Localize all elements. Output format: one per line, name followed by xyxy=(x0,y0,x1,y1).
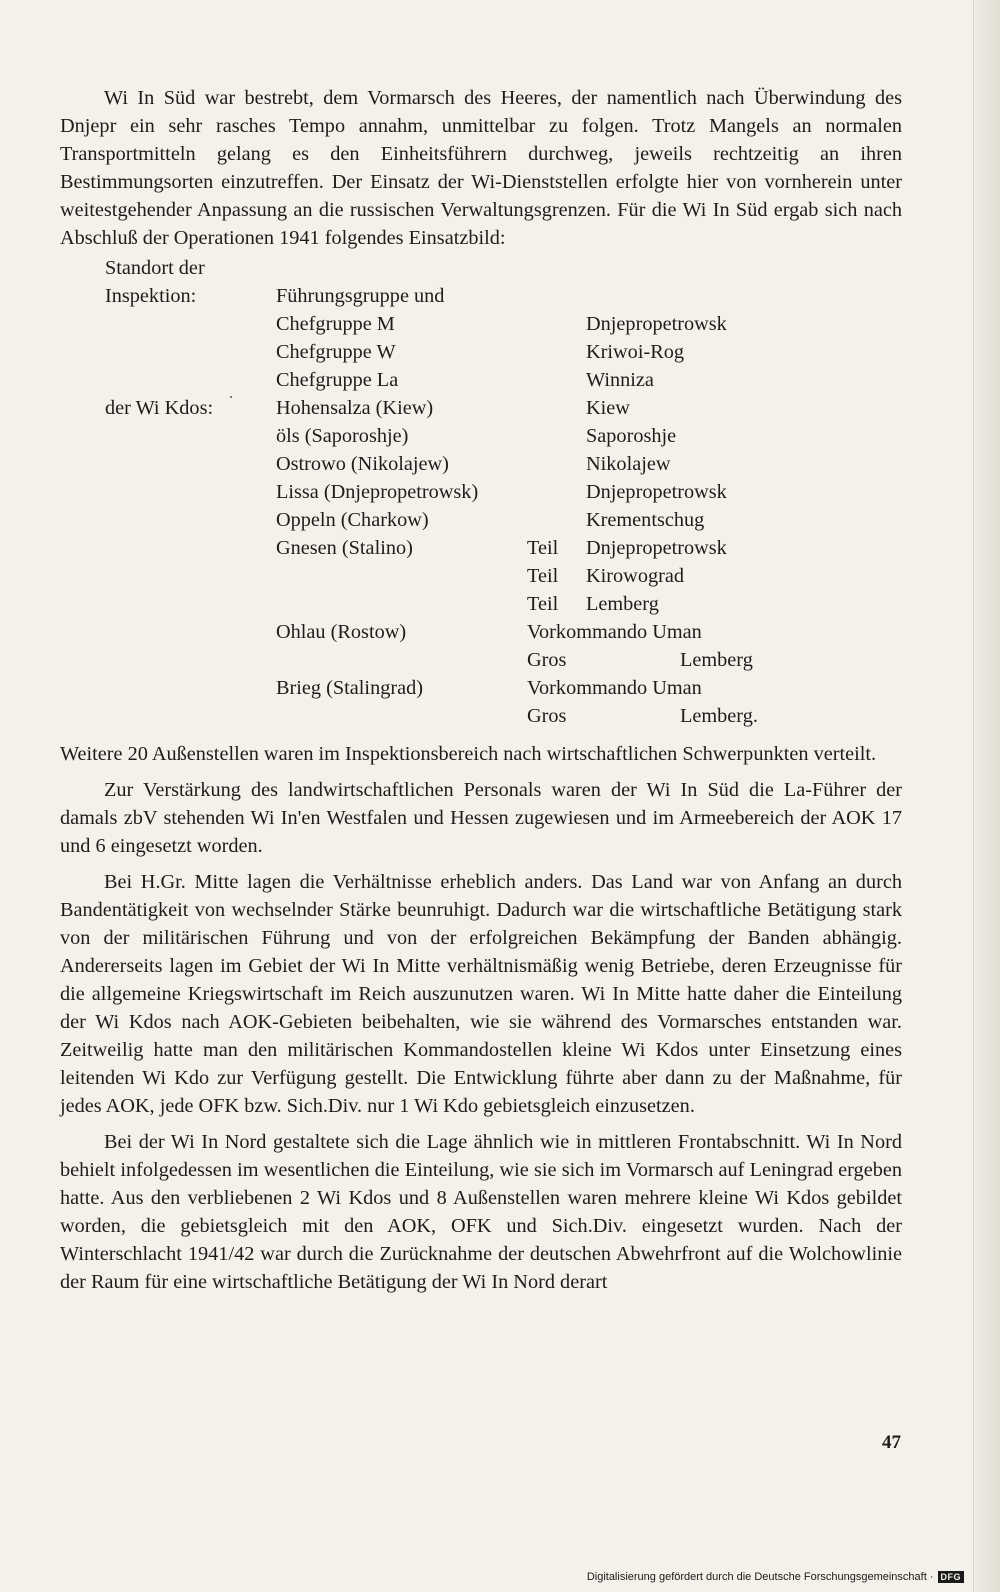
chefgruppe-place: Kriwoi-Rog xyxy=(586,341,685,363)
einsatzbild-table xyxy=(60,254,902,738)
gnesen-name: Gnesen (Stalino) xyxy=(276,537,413,559)
body-text xyxy=(60,84,902,1296)
kdo-name: Hohensalza (Kiew) xyxy=(276,397,434,419)
page-edge-shadow xyxy=(973,0,1000,1592)
gnesen-part: Teil xyxy=(527,537,559,559)
dfg-logo-icon: DFG xyxy=(938,1571,965,1583)
paragraph-3: Zur Verstärkung des landwirtschaftlichen Personals waren der Wi In Süd die La-Führer der damals zbV stehenden Wi In'en Westfalen und Hessen zugewiesen und im Armeebereich der AOK 17 und 6 eingesetzt worden. xyxy=(60,779,902,857)
ohlau-name: Ohlau (Rostow) xyxy=(276,621,407,643)
gnesen-place: Kirowograd xyxy=(586,565,684,587)
chefgruppe-place: Winniza xyxy=(586,369,654,391)
kdo-place: Krementschug xyxy=(586,509,705,531)
ohlau-gros-place: Lemberg xyxy=(680,649,753,671)
paragraph-1: Wi In Süd war bestrebt, dem Vormarsch des Heeres, der namentlich nach Überwindung des Dnjepr ein sehr rasches Tempo annahm, unmittelbar zu folgen. Trotz Mangels an normalen Transportmitteln gelang es den Einheitsführern durchweg, jeweils rechtzeitig an ihren Bestimmungsorten einzutreffen. Der Einsatz der Wi-Dienststellen erfolgte hier von vornherein unter weitestgehender Anpassung an die russischen Verwaltungsgrenzen. Für die Wi In Süd ergab sich nach Abschluß der Operationen 1941 folgendes Einsatzbild: xyxy=(60,87,902,249)
chefgruppe-name: Chefgruppe La xyxy=(276,369,399,391)
kdo-place: Saporoshje xyxy=(586,425,677,447)
brieg-gros-place: Lemberg. xyxy=(680,705,758,727)
kdo-place: Nikolajew xyxy=(586,453,671,475)
paragraph-4: Bei H.Gr. Mitte lagen die Verhältnisse erheblich anders. Das Land war von Anfang an durch Bandentätigkeit von wechselnder Stärke beunruhigt. Dadurch war die wirtschaftliche Betätigung stark von der militärischen Führung und von der erfolgreichen Bekämpfung der Banden abhängig. Andererseits lagen im Gebiet der Wi In Mitte verhältnismäßig wenig Betriebe, deren Erzeugnisse für die allgemeine Kriegswirtschaft im Reich auszunutzen waren. Wi In Mitte hatte daher die Einteilung der Wi Kdos nach AOK-Gebieten beibehalten, wie sie während des Vormarsches entstanden war. Zeitweilig hatte man den militärischen Kommandostellen kleine Wi Kdos unter Einsetzung eines leitenden Wi Kdo zur Verfügung gestellt. Die Entwicklung führte aber dann zu der Maßnahme, für jedes AOK, jede OFK bzw. Sich.Div. nur 1 Wi Kdo gebietsgleich einzusetzen. xyxy=(60,871,902,1117)
label-standort: Standort der xyxy=(105,257,205,279)
dfg-footer xyxy=(587,1571,964,1583)
kdo-name: Ostrowo (Nikolajew) xyxy=(276,453,449,475)
page-number: 47 xyxy=(882,1432,901,1453)
brieg-vorkommando: Vorkommando Uman xyxy=(527,677,702,699)
paragraph-5: Bei der Wi In Nord gestaltete sich die Lage ähnlich wie in mittleren Frontabschnitt. Wi In Nord behielt infolgedessen im wesentlichen die Einteilung, wie sie sich im Vormarsch auf Leningrad ergeben hatte. Aus den verbliebenen 2 Wi Kdos und 8 Außenstellen waren mehrere kleine Wi Kdos gebildet worden, die gebietsgleich mit den AOK, OFK und Sich.Div. eingesetzt wurden. Nach der Winterschlacht 1941/42 war durch die Zurücknahme der deutschen Abwehrfront auf die Wolchowlinie der Raum für eine wirtschaftliche Betätigung der Wi In Nord derart xyxy=(60,1131,902,1293)
kdo-place: Dnjepropetrowsk xyxy=(586,481,727,503)
brieg-name: Brieg (Stalingrad) xyxy=(276,677,423,699)
label-inspektion: Inspektion: xyxy=(105,285,197,307)
gnesen-part: Teil xyxy=(527,565,559,587)
chefgruppe-place: Dnjepropetrowsk xyxy=(586,313,727,335)
gnesen-place: Lemberg xyxy=(586,593,659,615)
footer-text: Digitalisierung gefördert durch die Deutsche Forschungsgemeinschaft · xyxy=(586,1571,934,1583)
ohlau-vorkommando: Vorkommando Uman xyxy=(527,621,702,643)
kdo-name: Lissa (Dnjepropetrowsk) xyxy=(276,481,479,503)
ohlau-gros: Gros xyxy=(527,649,567,671)
chefgruppe-name: Chefgruppe W xyxy=(276,341,396,363)
paragraph-2: Weitere 20 Außenstellen waren im Inspektionsbereich nach wirtschaftlichen Schwerpunkten verteilt. xyxy=(60,743,877,765)
gnesen-part: Teil xyxy=(527,593,559,615)
kdo-name: Oppeln (Charkow) xyxy=(276,509,429,531)
brieg-gros: Gros xyxy=(527,705,567,727)
chefgruppe-name: Chefgruppe M xyxy=(276,313,395,335)
kdo-name: öls (Saporoshje) xyxy=(276,425,409,447)
gnesen-place: Dnjepropetrowsk xyxy=(586,537,727,559)
kdo-place: Kiew xyxy=(586,397,630,419)
fuehrungsgruppe: Führungsgruppe und xyxy=(276,285,445,307)
label-wi-kdos: der Wi Kdos: xyxy=(105,397,214,419)
